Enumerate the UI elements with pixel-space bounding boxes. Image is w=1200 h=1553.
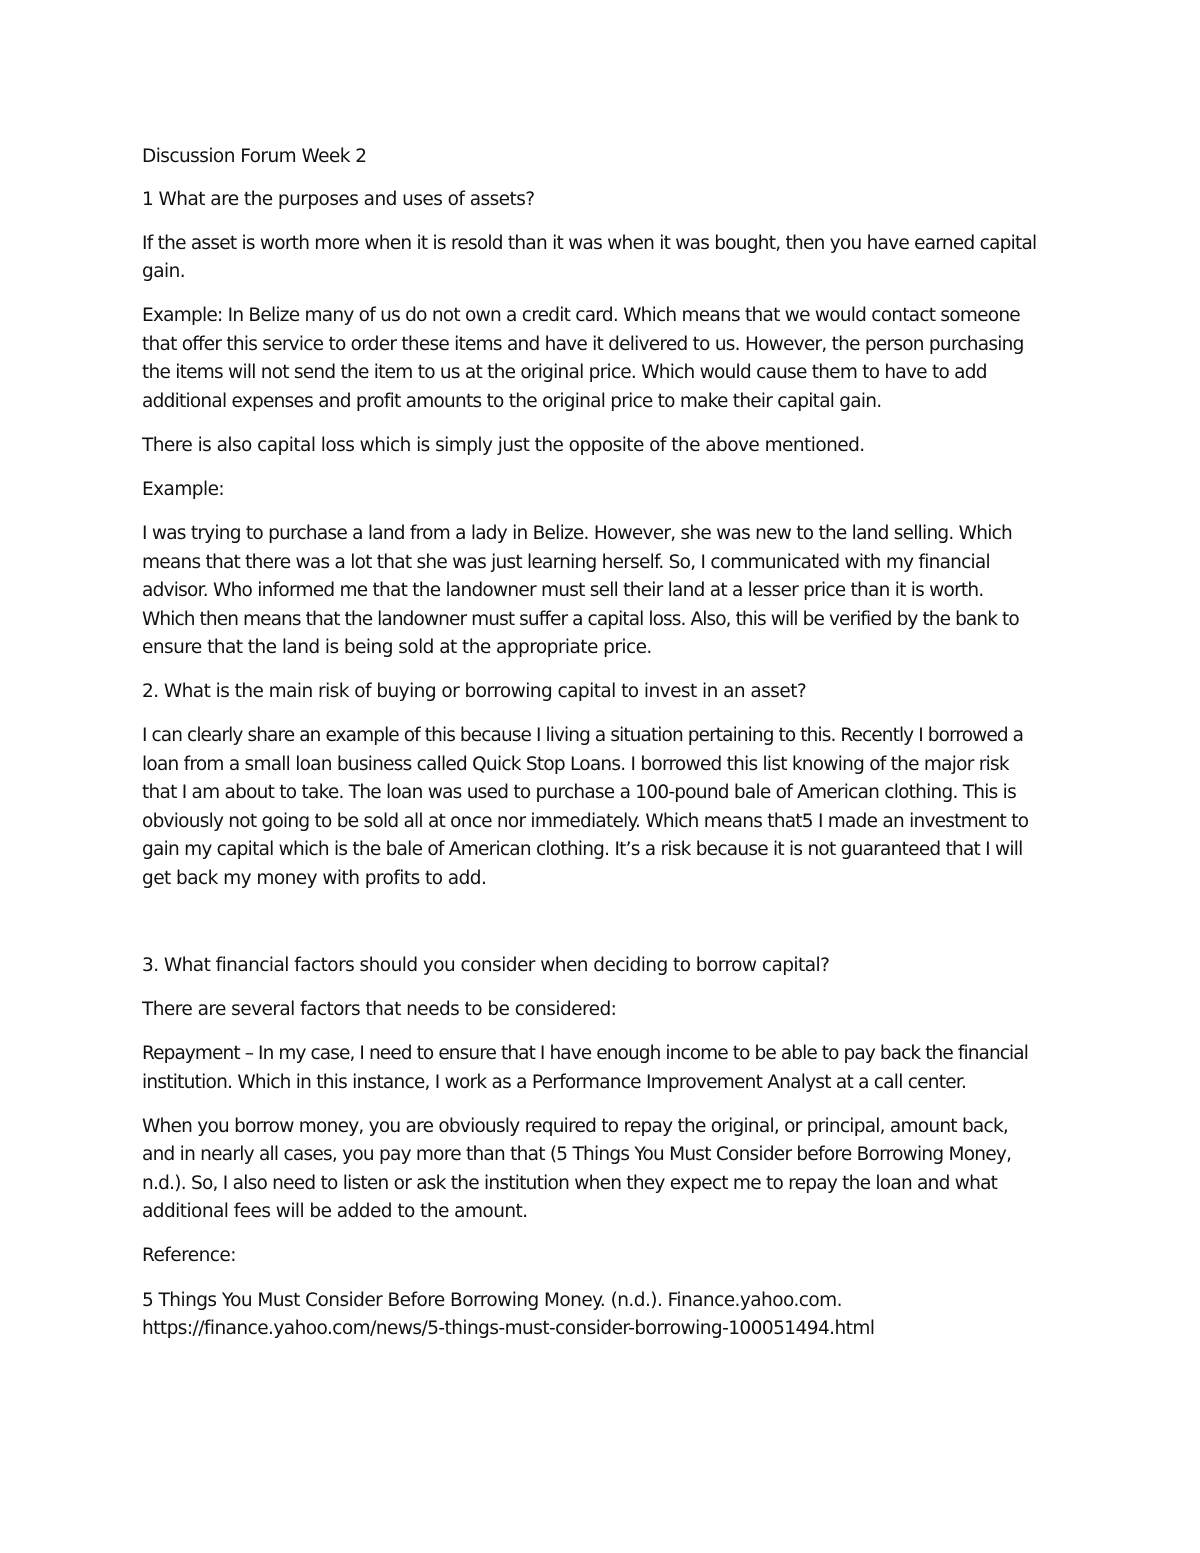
paragraph-line: the items will not send the item to us at the original price. Which would cause them to have to add xyxy=(142,362,987,383)
paragraph-line: additional fees will be added to the amount. xyxy=(142,1201,528,1222)
question-1: 1 What are the purposes and uses of assets? xyxy=(142,189,535,210)
paragraph-line: I can clearly share an example of this because I living a situation pertaining to this. Recently I borrowed a xyxy=(142,725,1024,746)
document-title: Discussion Forum Week 2 xyxy=(142,146,367,167)
paragraph-line: Example: In Belize many of us do not own a credit card. Which means that we would contact someone xyxy=(142,305,1020,326)
paragraph-line: Which then means that the landowner must suffer a capital loss. Also, this will be verified by the bank to xyxy=(142,609,1019,630)
paragraph-line: means that there was a lot that she was just learning herself. So, I communicated with my financial xyxy=(142,552,990,573)
reference-heading: Reference: xyxy=(142,1245,236,1266)
paragraph-line: Repayment – In my case, I need to ensure that I have enough income to be able to pay back the financial xyxy=(142,1043,1028,1064)
paragraph-line: that offer this service to order these items and have it delivered to us. However, the person purchasing xyxy=(142,334,1024,355)
paragraph-line: When you borrow money, you are obviously required to repay the original, or principal, amount back, xyxy=(142,1116,1009,1137)
paragraph-line: additional expenses and profit amounts to the original price to make their capital gain. xyxy=(142,391,882,412)
question-3: 3. What financial factors should you consider when deciding to borrow capital? xyxy=(142,955,830,976)
paragraph-line: get back my money with profits to add. xyxy=(142,868,487,889)
paragraph-line: that I am about to take. The loan was used to purchase a 100-pound bale of American clothing. This is xyxy=(142,782,1016,803)
paragraph-line: advisor. Who informed me that the landowner must sell their land at a lesser price than it is worth. xyxy=(142,580,984,601)
reference-url: https://finance.yahoo.com/news/5-things-must-consider-borrowing-100051494.html xyxy=(142,1318,875,1339)
paragraph-line: I was trying to purchase a land from a lady in Belize. However, she was new to the land selling. Which xyxy=(142,523,1012,544)
paragraph-line: gain my capital which is the bale of American clothing. It’s a risk because it is not guaranteed that I will xyxy=(142,839,1023,860)
paragraph-line: There is also capital loss which is simply just the opposite of the above mentioned. xyxy=(142,435,865,456)
paragraph-line: n.d.). So, I also need to listen or ask the institution when they expect me to repay the loan and what xyxy=(142,1173,998,1194)
paragraph-line: ensure that the land is being sold at the appropriate price. xyxy=(142,637,652,658)
reference-entry: 5 Things You Must Consider Before Borrowing Money. (n.d.). Finance.yahoo.com. xyxy=(142,1290,842,1311)
paragraph-line: and in nearly all cases, you pay more than that (5 Things You Must Consider before Borrowing Money, xyxy=(142,1144,1012,1165)
paragraph-line: gain. xyxy=(142,261,186,282)
paragraph-line: Example: xyxy=(142,479,225,500)
paragraph-line: obviously not going to be sold all at once nor immediately. Which means that5 I made an investment to xyxy=(142,811,1029,832)
paragraph-line: There are several factors that needs to be considered: xyxy=(142,999,617,1020)
paragraph-line: loan from a small loan business called Quick Stop Loans. I borrowed this list knowing of the major risk xyxy=(142,754,1009,775)
question-2: 2. What is the main risk of buying or borrowing capital to invest in an asset? xyxy=(142,681,807,702)
paragraph-line: institution. Which in this instance, I work as a Performance Improvement Analyst at a call center. xyxy=(142,1072,967,1093)
paragraph-line: If the asset is worth more when it is resold than it was when it was bought, then you have earned capital xyxy=(142,233,1037,254)
